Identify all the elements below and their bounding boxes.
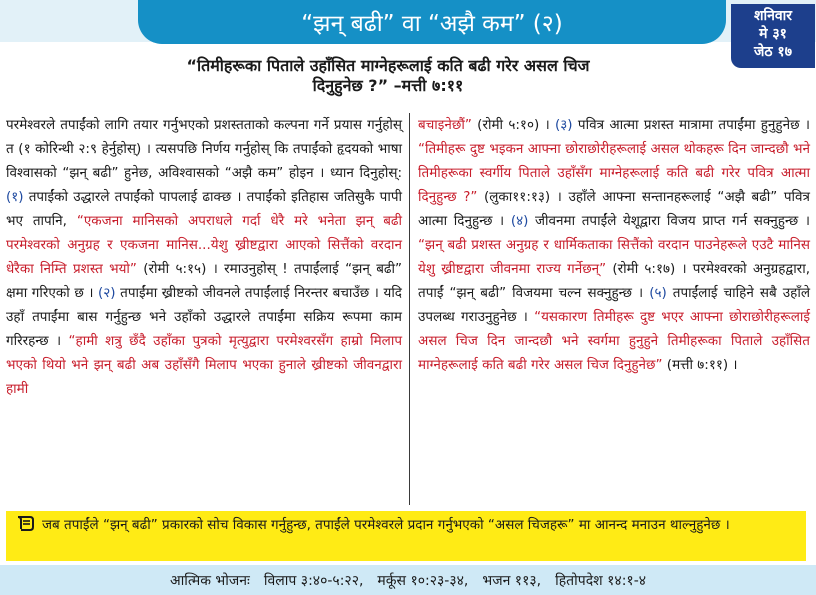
scripture-quote: बचाइनेछौं” [418,117,472,133]
scripture-quote: “यसकारण तिमीहरू दुष्ट भएर आफ्ना छोराछोरीहरूलाई असल चिज दिन जान्दछौ भने स्वर्गमा हुनुहुने तिमीहरूका पिताले उहाँसित माग्नेहरूलाई कति बढी गरेर असल चिज दिनुहुनेछ” [418,309,810,373]
reading-ref: विलाप ३:४०-५:२२, [263,572,364,589]
reading-ref: मर्कूस १०:२३-३४, [377,572,469,589]
body-text: पवित्र आत्मा प्रशस्त मात्रामा तपाईंमा हुनुहुनेछ । [572,117,810,133]
body-text: परमेश्वरले तपाईंको लागि तयार गर्नुभएको प्रशस्तताको कल्पना गर्ने प्रयास गर्नुहोस् त (१ कोरिन्थी २:९ हेर्नुहोस्) । त्यसपछि निर्णय गर्नुहोस् कि तपाईंको हृदयको भाषा विश्वासको “झन् बढी” हुनेछ, अविश्वासको “अझै कम” होइन । ध्यान दिनुहोस्: [6,117,402,181]
scripture-quote: “झन् बढी प्रशस्त अनुग्रह र धार्मिकताका सित्तैंको वरदान पाउनेहरूले एउटै मानिस येशु ख्रीष्टद्वारा जीवनमा राज्य गर्नेछन्” [418,237,810,277]
scroll-icon [16,515,36,531]
date-day: शनिवार [753,8,793,24]
scripture-quote: “एकजना मानिसको अपराधले गर्दा धेरै मरे भनेता झन् बढी परमेश्वरको अनुग्रह र एकजना मानिस...येशु ख्रीष्टद्वारा आएको सित्तैंको वरदान धेरैका निम्ति प्रशस्त भयो” [6,213,402,277]
column-divider [409,113,410,505]
point-number: (२) [98,285,116,301]
body-text: तपाईंमा ख्रीष्टको जीवनले तपाईंलाई निरन्तर बचाउँछ । यदि उहाँ तपाईंमा बास गर्नुहुन्छ भने उहाँको उद्धारले तपाईंमा सक्रिय रूपमा काम गरिरहन्छ । [6,285,402,349]
body-text: तपाईंलाई चाहिने सबै उहाँले उपलब्ध गराउनुहुनेछ । [418,285,810,325]
readings-label: आत्मिक भोजनः [169,572,250,589]
reading-ref: भजन ११३, [482,572,542,589]
date-box [731,4,815,68]
application-tip [6,511,806,561]
body-text: जीवनमा तपाईंले येशूद्वारा विजय प्राप्त गर्न सक्नुहुन्छ । [528,213,810,229]
date-month: मे ३१ [759,26,787,42]
scripture-quote: “तिमीहरू दुष्ट भइकन आफ्ना छोराछोरीहरूलाई असल थोकहरू दिन जान्दछौ भने तिमीहरूका स्वर्गीय पिताले उहाँसँग माग्नेहरूलाई कति बढी गरेर पवित्र आत्मा दिनुहुन्छ ?” [418,141,810,205]
tip-text: जब तपाईंले “झन् बढी” प्रकारको सोच विकास गर्नुहुन्छ, तपाईंले परमेश्वरले प्रदान गर्नुभएको “असल चिजहरू” मा आनन्द मनाउन थाल्नुहुनेछ । [42,517,730,533]
page-title: “झन् बढी” वा “अझै कम” (२) [301,11,563,37]
body-text: तपाईंको उद्धारले तपाईंको पापलाई ढाक्छ । तपाईंको इतिहास जतिसुकै पापी भए तापनि, [6,189,402,229]
point-number: (४) [510,213,529,229]
scripture-quote: “हामी शत्रु छँदै उहाँका पुत्रको मृत्युद्वारा परमेश्वरसँग हाम्रो मिलाप भएको थियो भने झन् बढी अब उहाँसँगै मिलाप भएका हुनाले ख्रीष्टको जीवनद्वारा हामी [6,333,402,397]
reading-ref: हितोपदेश १४:१-४ [555,572,647,589]
key-verse [68,56,708,96]
key-verse-line1: “तिमीहरूका पिताले उहाँसित माग्नेहरूलाई कति बढी गरेर असल चिज [186,56,590,75]
point-number: (३) [555,117,573,133]
left-column [6,113,402,401]
date-nepali: जेठ १७ [754,44,792,60]
title-banner [138,0,726,44]
point-number: (१) [6,189,24,205]
body-text: (रोमी ५:१०) । [471,117,556,133]
body-text: (मत्ती ७:११) । [662,357,738,373]
right-column [418,113,810,377]
body-text: (रोमी ५:१७) । परमेश्वरको अनुग्रहद्वारा, तपाईं “झन् बढी” विजयमा चल्न सक्नुहुन्छ । [418,261,810,301]
body-text: (रोमी ५:१५) । रमाउनुहोस् ! तपाईंलाई “झन् बढी” क्षमा गरिएको छ । [6,261,402,301]
point-number: (५) [649,285,667,301]
daily-readings [0,565,816,595]
key-verse-line2: दिनुहुनेछ ?” –मत्ती ७:११ [312,76,464,95]
body-text: (लुका११:१३) । उहाँले आफ्ना सन्तानहरूलाई “अझै बढी” पवित्र आत्मा दिनुहुन्छ । [418,189,810,229]
